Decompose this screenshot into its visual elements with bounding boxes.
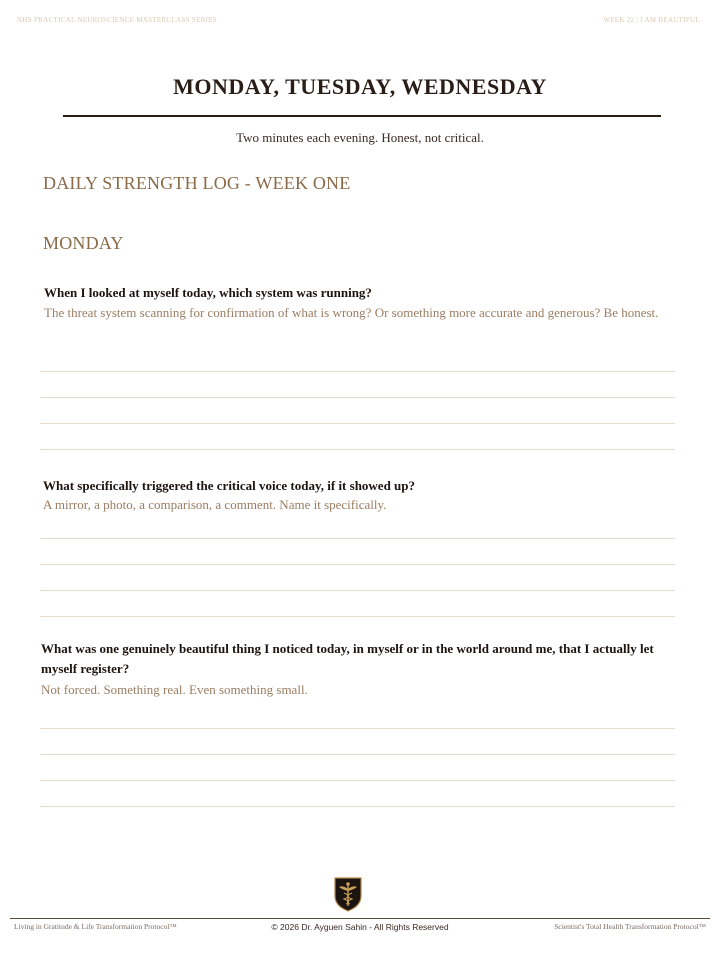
answer-line[interactable] bbox=[40, 806, 675, 807]
title-divider bbox=[63, 115, 661, 117]
footer-left-text: Living in Gratitude & Life Transformation Protocol™ bbox=[14, 922, 177, 931]
footer-divider bbox=[10, 918, 710, 919]
answer-line[interactable] bbox=[40, 590, 675, 591]
footer-copyright: © 2026 Dr. Ayguen Sahin - All Rights Reserved bbox=[271, 922, 449, 932]
answer-line[interactable] bbox=[40, 564, 675, 565]
answer-line[interactable] bbox=[40, 449, 675, 450]
question-2-hint: A mirror, a photo, a comparison, a comment. Name it specifically. bbox=[43, 497, 387, 512]
header-week-label: WEEK 22 | I AM BEAUTIFUL bbox=[603, 16, 700, 24]
caduceus-shield-logo-icon bbox=[333, 876, 363, 912]
question-1-hint: The threat system scanning for confirmation of what is wrong? Or something more accurate and generous? Be honest. bbox=[44, 305, 659, 320]
answer-line[interactable] bbox=[40, 780, 675, 781]
answer-line[interactable] bbox=[40, 371, 675, 372]
footer-right-text: Scientist's Total Health Transformation Protocol™ bbox=[554, 922, 706, 931]
question-3: What was one genuinely beautiful thing I noticed today, in myself or in the world around me, that I actually let myself register? bbox=[41, 641, 654, 676]
answer-line[interactable] bbox=[40, 754, 675, 755]
log-title: DAILY STRENGTH LOG - WEEK ONE bbox=[43, 173, 351, 193]
answer-line[interactable] bbox=[40, 423, 675, 424]
day-title: MONDAY bbox=[43, 233, 124, 253]
question-2: What specifically triggered the critical voice today, if it showed up? bbox=[43, 478, 416, 493]
header-series-label: NHS PRACTICAL NEUROSCIENCE MASTERCLASS SERIES bbox=[17, 16, 217, 24]
page-title: MONDAY, TUESDAY, WEDNESDAY bbox=[173, 74, 547, 99]
question-3-hint: Not forced. Something real. Even something small. bbox=[41, 682, 308, 697]
answer-line[interactable] bbox=[40, 616, 675, 617]
answer-line[interactable] bbox=[40, 538, 675, 539]
answer-line[interactable] bbox=[40, 397, 675, 398]
question-1: When I looked at myself today, which system was running? bbox=[44, 285, 372, 300]
answer-line[interactable] bbox=[40, 728, 675, 729]
page-subtitle: Two minutes each evening. Honest, not critical. bbox=[236, 130, 484, 145]
